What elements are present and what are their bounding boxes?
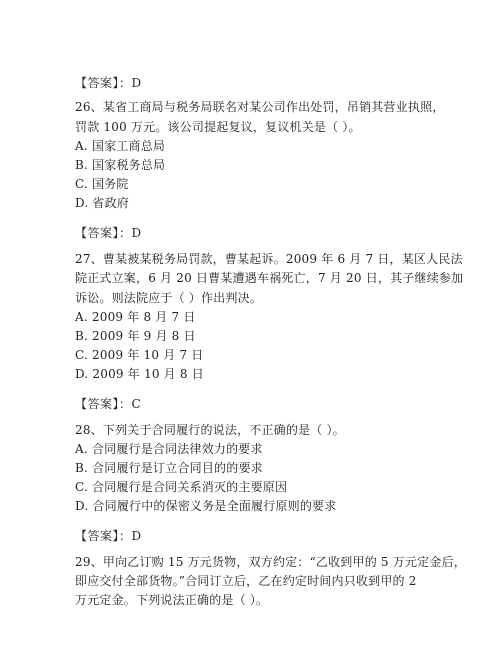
question-29-stem: 29、甲向乙订购 15 万元货物，双方约定：“乙收到甲的 5 万元定金后， (75, 555, 466, 569)
answer-label: 【答案】：D (75, 76, 142, 90)
question-27-stem: 27、曹某被某税务局罚款，曹某起诉。2009 年 6 月 7 日，某区人民法 (75, 252, 463, 266)
question-28-option: C. 合同履行是合同关系消灭的主要原因 (75, 480, 288, 494)
question-28-option: A. 合同履行是合同法律效力的要求 (75, 442, 263, 456)
question-27-option: A. 2009 年 8 月 7 日 (75, 310, 196, 324)
question-29-stem: 万元定金。下列说法正确的是（ ）。 (75, 593, 269, 607)
question-28-stem: 28、下列关于合同履行的说法，不正确的是（ ）。 (75, 423, 345, 437)
answer-label: 【答案】：D (75, 529, 142, 543)
question-28-option: B. 合同履行是订立合同目的的要求 (75, 461, 263, 475)
question-28-option: D. 合同履行中的保密义务是全面履行原则的要求 (75, 499, 337, 513)
question-27-option: C. 2009 年 10 月 7 日 (75, 348, 204, 362)
question-27-option: B. 2009 年 9 月 8 日 (75, 329, 196, 343)
question-26-option: D. 省政府 (75, 196, 130, 210)
question-27-stem: 院正式立案，6 月 20 日曹某遭遇车祸死亡，7 月 20 日，其子继续参加 (75, 271, 464, 285)
question-26-stem: 26、某省工商局与税务局联名对某公司作出处罚，吊销其营业执照， (75, 100, 445, 114)
answer-label: 【答案】：C (75, 397, 142, 411)
question-26-option: A. 国家工商总局 (75, 139, 166, 153)
question-27-stem: 诉讼。则法院应于（ ）作出判决。 (75, 291, 263, 305)
question-26-option: C. 国务院 (75, 177, 129, 191)
question-29-stem: 即应交付全部货物。”合同订立后，乙在约定时间内只收到甲的 2 (75, 574, 417, 588)
question-26-option: B. 国家税务总局 (75, 158, 166, 172)
question-26-stem: 罚款 100 万元。该公司提起复议，复议机关是（ ）。 (75, 120, 361, 134)
answer-label: 【答案】：D (75, 226, 142, 240)
question-27-option: D. 2009 年 10 月 8 日 (75, 367, 204, 381)
